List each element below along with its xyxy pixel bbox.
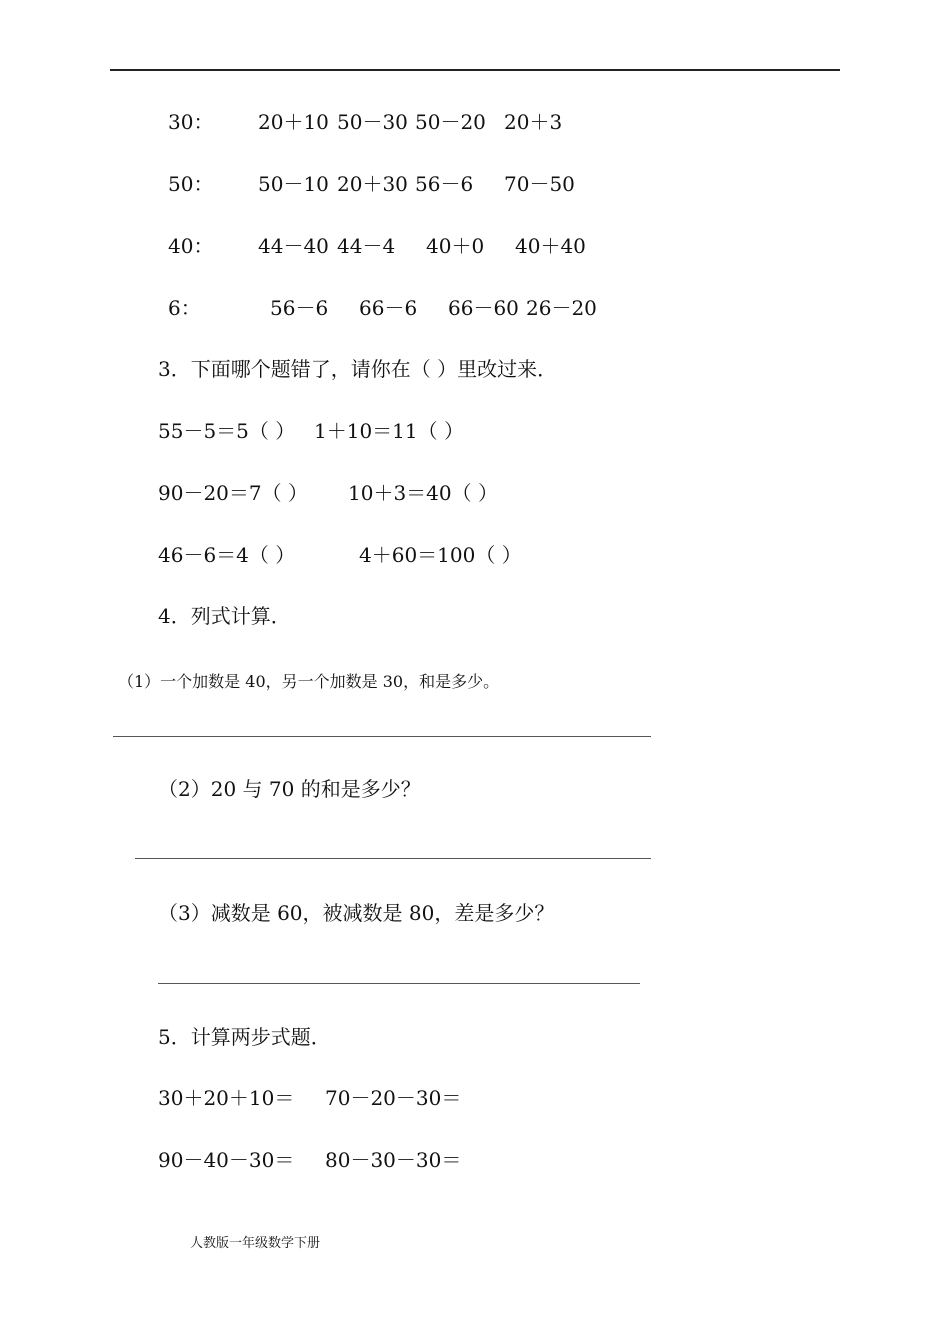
expression: 40＋0 [426, 234, 485, 258]
match-label: 6： [168, 296, 201, 320]
question-5-title: 5．计算两步式题． [158, 1025, 331, 1049]
question-4-sub-2: （2）20 与 70 的和是多少？ [158, 777, 421, 801]
two-step-expression: 90－40－30＝ [158, 1148, 295, 1172]
correction-item: 46－6＝4（ ） [158, 543, 296, 567]
expression: 50－30 [337, 110, 408, 134]
page-footer: 人教版一年级数学下册 [190, 1236, 321, 1251]
question-4-sub-3: （3）减数是 60，被减数是 80，差是多少？ [158, 901, 555, 925]
question-4-title: 4．列式计算． [158, 604, 291, 628]
expression: 70－50 [504, 172, 575, 196]
expression: 26－20 [526, 296, 597, 320]
answer-line [135, 858, 651, 859]
expression: 66－60 [448, 296, 519, 320]
expression: 40＋40 [515, 234, 586, 258]
question-4-sub-1: （1）一个加数是 40，另一个加数是 30，和是多少。 [118, 672, 500, 691]
correction-item: 90－20＝7（ ） [158, 481, 308, 505]
expression: 44－4 [337, 234, 396, 258]
expression: 66－6 [359, 296, 418, 320]
correction-item: 55－5＝5（ ） [158, 419, 296, 443]
match-label: 40： [168, 234, 214, 258]
expression: 56－6 [270, 296, 329, 320]
correction-item: 1＋10＝11（ ） [314, 419, 464, 443]
two-step-expression: 30＋20＋10＝ [158, 1086, 295, 1110]
header-rule [110, 69, 840, 71]
two-step-expression: 80－30－30＝ [325, 1148, 462, 1172]
correction-item: 10＋3＝40（ ） [348, 481, 498, 505]
two-step-expression: 70－20－30＝ [325, 1086, 462, 1110]
expression: 20＋3 [504, 110, 563, 134]
expression: 20＋10 [258, 110, 329, 134]
expression: 50－10 [258, 172, 329, 196]
match-label: 50： [168, 172, 214, 196]
correction-item: 4＋60＝100（ ） [359, 543, 522, 567]
expression: 44－40 [258, 234, 329, 258]
expression: 56－6 [415, 172, 474, 196]
expression: 50－20 [415, 110, 486, 134]
answer-line [158, 983, 640, 984]
match-label: 30： [168, 110, 214, 134]
expression: 20＋30 [337, 172, 408, 196]
question-3-title: 3．下面哪个题错了，请你在（ ）里改过来． [158, 357, 558, 381]
answer-line [113, 736, 651, 737]
